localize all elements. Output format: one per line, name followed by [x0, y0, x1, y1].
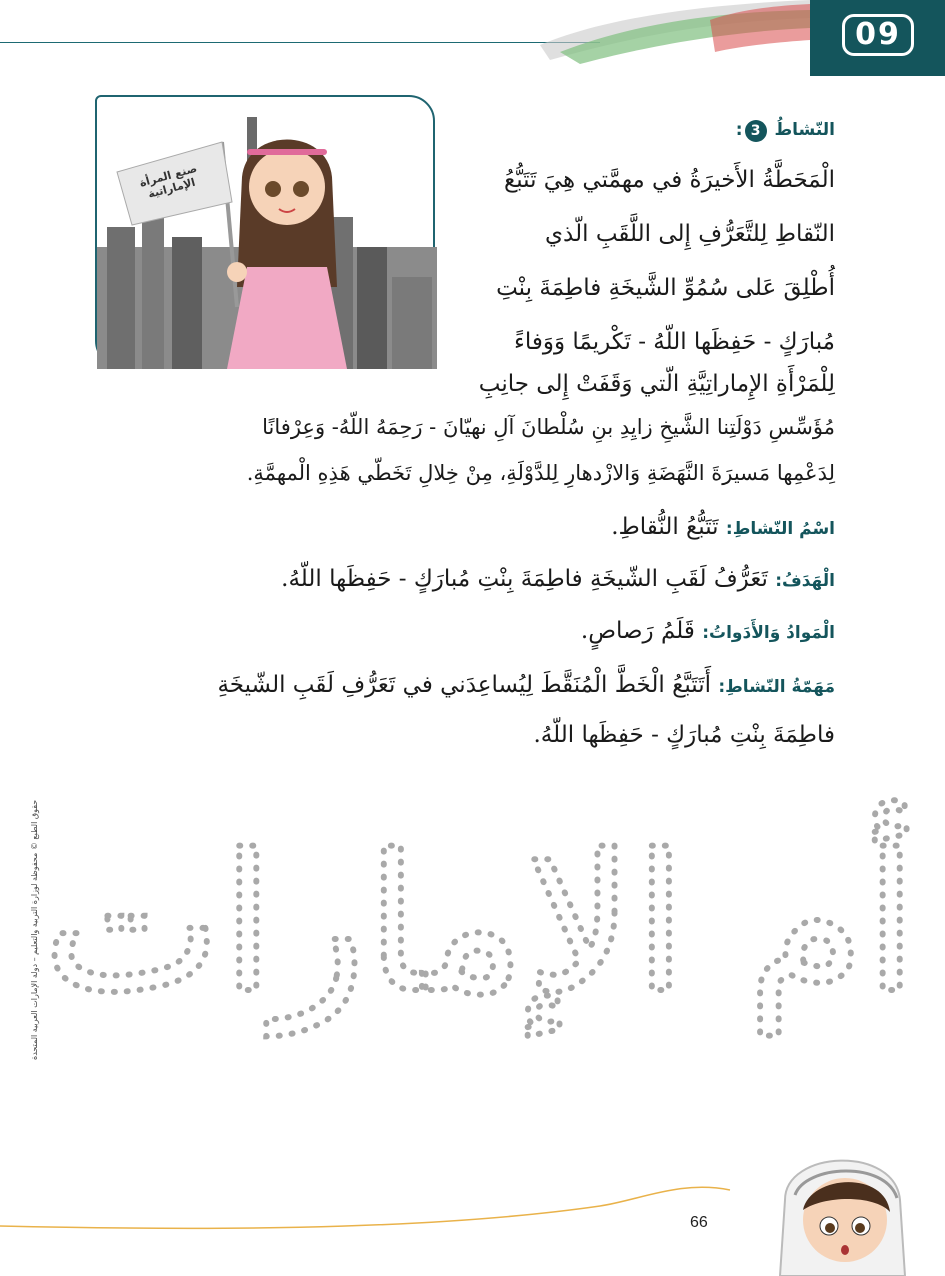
field-materials [581, 604, 835, 660]
illustration-girl-with-flag [95, 95, 435, 367]
field-label: الْمَوادُ وَالأَدَواتُ: [702, 623, 835, 643]
chapter-number: 09 [842, 14, 914, 56]
boy-mascot-illustration [765, 1140, 915, 1276]
field-value: تَعَرُّفُ لَقَبِ الشّيخَةِ فاطِمَةَ بِنْتِ مُبارَكٍ - حَفِظَها اللّهُ. [281, 566, 768, 592]
page-number: 66 [690, 1214, 708, 1231]
city-skyline-illustration [97, 97, 437, 369]
field-task [217, 658, 835, 714]
field-value: قَلَمُ رَصاصٍ. [580, 618, 695, 644]
field-goal [281, 552, 835, 608]
paragraph-line: مُؤَسِّسِ دَوْلَتِنا الشَّيخِ زايِدِ بنِ سُلْطانَ آلِ نهيّانَ - رَحِمَهُ اللّهُ- وَعِرْفانًا [262, 415, 835, 439]
dotted-tracing-area[interactable] [42, 760, 918, 1060]
field-value: أَتَتَبَّعُ الْخَطَّ الْمُنَقَّطَ لِيُساعِدَني في تَعَرُّفِ لَقَبِ الشّيخَةِ [217, 672, 712, 698]
activity-title-suffix: : [735, 120, 743, 140]
field-value: فاطِمَةَ بِنْتِ مُبارَكٍ - حَفِظَها اللّهُ. [533, 722, 835, 748]
copyright-side-note: حقوق الطبع © محفوظة لوزارة التربية والتعليم – دولة الإمارات العربية المتحدة [30, 799, 39, 1060]
activity-title [736, 120, 835, 142]
tracing-text[interactable]: أم الإمارات [42, 814, 918, 1035]
header-rule [0, 42, 600, 43]
field-label: اسْمُ النّشاطِ: [725, 519, 835, 539]
uae-flag-swoosh-decoration [540, 0, 810, 70]
paragraph-line: لِدَعْمِها مَسيرَةَ النَّهَضَةِ وَالازْدهارِ لِلدَّوْلَةِ، مِنْ خِلالِ تَخَطّي هَذِهِ الْمهمَّةِ. [246, 461, 835, 485]
activity-title-prefix: النّشاطُ [774, 120, 835, 140]
flag-text: صنع المرأة الإماراتية [138, 161, 199, 201]
paragraph-line: أُطْلِقَ عَلى سُمُوِّ الشَّيخَةِ فاطِمَةَ بِنْتِ [496, 275, 835, 301]
activity-number-badge: 3 [745, 120, 767, 142]
paragraph-line: لِلْمَرْأَةِ الإِماراتِيَّةِ الّتي وَقَفَتْ إِلى جانِبِ [478, 371, 835, 397]
field-value: تَتَبُّعُ النُّقاطِ. [611, 514, 719, 540]
paragraph-line: الْمَحَطَّةُ الأَخيرَةُ في مهمَّتي هِيَ تَتَبُّعُ [503, 167, 835, 193]
field-label: مَهَمّةُ النّشاطِ: [718, 677, 835, 697]
paragraph-line: النّقاطِ لِلتَّعَرُّفِ إِلى اللَّقَبِ الّذي [545, 221, 835, 247]
paragraph-line: مُبارَكٍ - حَفِظَها اللّهُ - تَكْريمًا وَوَفاءً [514, 329, 835, 355]
field-label: الْهَدَفُ: [775, 571, 835, 591]
field-task-continued [533, 708, 835, 762]
field-activity-name [611, 500, 835, 556]
